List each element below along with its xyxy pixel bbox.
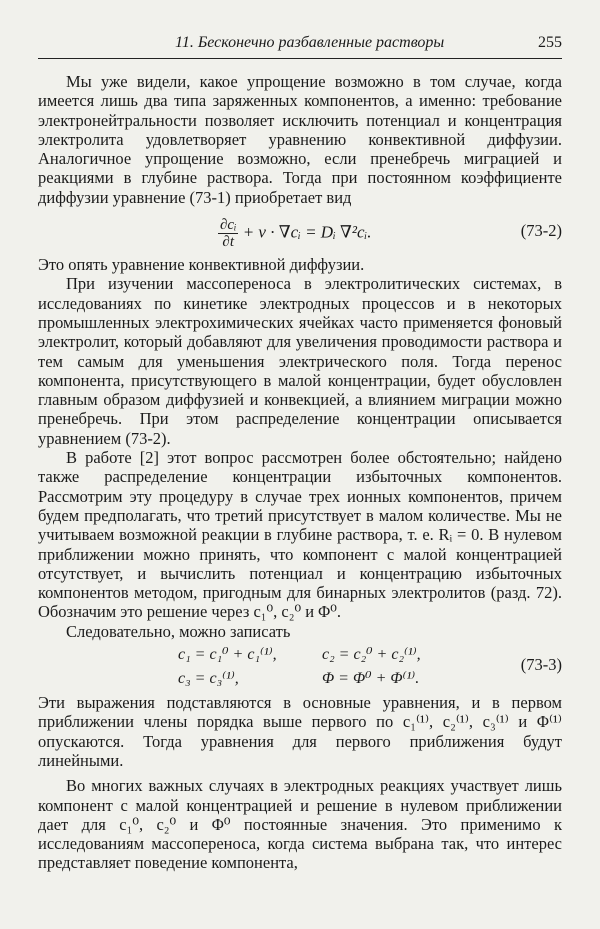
paragraph-5: Следовательно, можно записать — [66, 621, 291, 641]
text-body — [38, 72, 562, 873]
running-title: 11. Бесконечно разбавленные растворы — [175, 34, 445, 51]
derivative-fraction — [218, 217, 238, 250]
fraction-denominator: ∂t — [222, 234, 235, 251]
eq-c2: c₂ = c₂⁰ + c₂⁽¹⁾, — [322, 646, 421, 664]
header-rule — [38, 58, 562, 59]
eq-c3: c₃ = c₃⁽¹⁾, — [178, 670, 239, 688]
paragraph-4: В работе [2] этот вопрос рассмотрен более обстоятельно; найдено также распределение концентрации избыточных компонентов. Рассмотрим эту процедуру в случае трех ионных компонентов, причем будем предполагать, что третий присутствует в малом количестве. Мы не учитываем возможной реакции в глубине раствора, т. е. Rᵢ = 0. В нулевом приближении можно принять, что компонент с малой концентрацией отсутствует, и вычислить потенциал и концентрацию избыточных компонентов методом, пригодным для бинарных электролитов (разд. 72). Обозначим это решение через c₁⁰, c₂⁰ и Φ⁰. — [38, 448, 562, 622]
equation-73-3 — [38, 641, 562, 693]
page-number: 255 — [538, 34, 562, 51]
equation-73-2-formula — [218, 217, 371, 250]
page-header — [38, 34, 562, 58]
paragraph-3: При изучении массопереноса в электролитических системах, в исследованиях по кинетике электродных процессов и в некоторых промышленных электрохимических ячейках часто применяется фоновый электролит, который добавляют для увеличения проводимости раствора и тем самым для уменьшения электрического поля. Тогда перенос компонента, присутствующего в малой концентрации, будет обусловлен главным образом диффузией и конвекцией, а влиянием миграции можно пренебречь. При этом распределение концентрации описывается уравнением (73-2). — [38, 274, 562, 448]
paragraph-2: Это опять уравнение конвективной диффузии. — [38, 255, 365, 275]
eq-phi: Φ = Φ⁰ + Φ⁽¹⁾. — [322, 670, 420, 688]
equation-73-2-rest: + v · ∇cᵢ = Dᵢ ∇²cᵢ. — [238, 222, 372, 242]
fraction-numerator: ∂cᵢ — [220, 217, 237, 234]
paragraph-6: Эти выражения подставляются в основные уравнения, и в первом приближении члены порядка выше первого по c₁⁽¹⁾, c₂⁽¹⁾, c₃⁽¹⁾ и Φ⁽¹⁾ опускаются. Тогда уравнения для первого приближения будут линейными. — [38, 693, 562, 770]
equation-number-73-3: (73-3) — [520, 655, 562, 675]
eq-c1: c₁ = c₁⁰ + c₁⁽¹⁾, — [178, 646, 277, 664]
equation-73-2 — [38, 207, 562, 255]
paragraph-1: Мы уже видели, какое упрощение возможно в том случае, когда имеется лишь два типа заряженных компонентов, а именно: требование электронейтральности позволяет исключить потенциал и концентрация электролита удовлетворяет уравнению конвективной диффузии. Аналогичное упрощение возможно, если пренебречь миграцией и реакциями в глубине раствора. Тогда при постоянном коэффициенте диффузии уравнение (73-1) приобретает вид — [38, 72, 562, 207]
paragraph-7: Во многих важных случаях в электродных реакциях участвует лишь компонент с малой концентрацией и решение в нулевом приближении дает для c₁⁰, c₂⁰ и Φ⁰ постоянные значения. Это применимо к исследованиям массопереноса, когда система выбрана так, что интерес представляет поведение компонента, — [38, 776, 562, 873]
equation-number-73-2: (73-2) — [520, 221, 562, 241]
